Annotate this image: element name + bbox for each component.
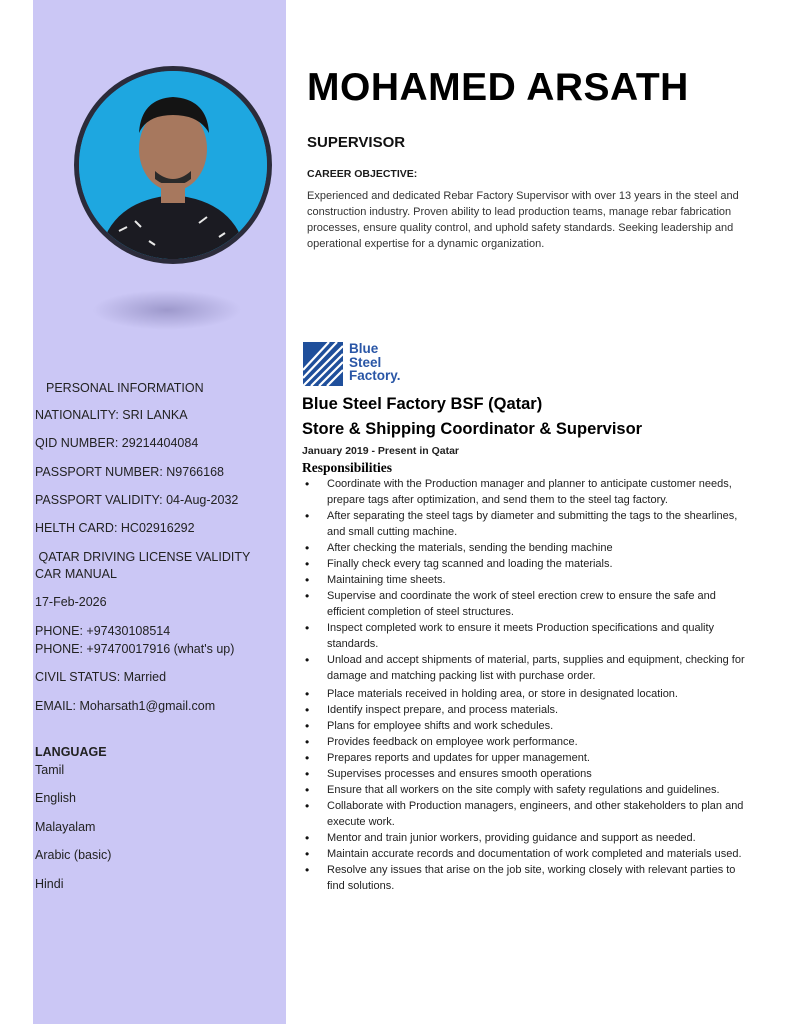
list-item: • Ensure that all workers on the site comply with safety regulations and guidelines. — [302, 782, 752, 798]
language-item: Arabic (basic) — [35, 848, 112, 862]
phone-2: PHONE: +97470017916 (what's up) — [35, 642, 235, 656]
list-item: • After checking the materials, sending the bending machine — [302, 540, 752, 556]
blue-steel-logo-icon — [303, 342, 343, 386]
list-item: • Maintaining time sheets. — [302, 572, 752, 588]
logo-text-line: Factory. — [349, 368, 401, 383]
list-item: • Unload and accept shipments of material, parts, supplies and equipment, checking for damage and matching packing list with purchase order. — [302, 652, 752, 684]
list-item: • Coordinate with the Production manager and planner to anticipate customer needs, prepare tags after optimization, and send them to the steel tag factory. — [302, 476, 752, 508]
role-title: Store & Shipping Coordinator & Supervisor — [302, 420, 643, 438]
phone-1: PHONE: +97430108514 — [35, 624, 171, 638]
company-logo — [303, 342, 423, 388]
career-objective-heading: CAREER OBJECTIVE: — [307, 168, 418, 180]
list-item: • Plans for employee shifts and work schedules. — [302, 718, 752, 734]
responsibilities-heading: Responsibilities — [302, 460, 393, 475]
logo-text-line: Steel — [349, 354, 382, 370]
list-item: • Place materials received in holding area, or store in designated location. — [302, 686, 752, 702]
list-item: • Supervises processes and ensures smooth operations — [302, 766, 752, 782]
employment-period: January 2019 - Present in Qatar — [302, 445, 459, 457]
qid-number: QID NUMBER: 29214404084 — [35, 436, 199, 450]
profile-photo — [74, 66, 272, 264]
list-item: • Supervise and coordinate the work of steel erection crew to ensure the safe and efficient completion of steel structures. — [302, 588, 752, 620]
logo-text-line: Blue — [349, 341, 379, 356]
license-validity-line1: QATAR DRIVING LICENSE VALIDITY — [35, 550, 251, 564]
nationality: NATIONALITY: SRI LANKA — [35, 408, 188, 422]
list-item: • Finally check every tag scanned and loading the materials. — [302, 556, 752, 572]
logo-text — [349, 342, 401, 383]
candidate-name: MOHAMED ARSATH — [307, 66, 689, 109]
civil-status: CIVIL STATUS: Married — [35, 670, 167, 684]
list-item: • Prepares reports and updates for upper management. — [302, 750, 752, 766]
language-item: Hindi — [35, 877, 64, 891]
list-item: • Provides feedback on employee work performance. — [302, 734, 752, 750]
passport-validity: PASSPORT VALIDITY: 04-Aug-2032 — [35, 493, 239, 507]
list-item: • Maintain accurate records and documentation of work completed and materials used. — [302, 846, 752, 862]
language-item: Tamil — [35, 763, 65, 777]
photo-shadow — [92, 290, 242, 330]
responsibilities-list — [302, 476, 752, 894]
company-name: Blue Steel Factory BSF (Qatar) — [302, 395, 543, 413]
health-card: HELTH CARD: HC02916292 — [35, 521, 195, 535]
license-validity-line2: CAR MANUAL — [35, 567, 117, 581]
language-heading: LANGUAGE — [35, 745, 107, 759]
license-date: 17-Feb-2026 — [35, 595, 107, 609]
job-title: SUPERVISOR — [307, 134, 406, 151]
personal-info-heading: PERSONAL INFORMATION — [46, 381, 204, 395]
list-item: • After separating the steel tags by diameter and submitting the tags to the shearlines, and small cutting machine. — [302, 508, 752, 540]
person-silhouette-icon — [79, 71, 267, 259]
list-item: • Inspect completed work to ensure it meets Production specifications and quality standards. — [302, 620, 752, 652]
list-item: • Mentor and train junior workers, providing guidance and support as needed. — [302, 830, 752, 846]
list-item: • Identify inspect prepare, and process materials. — [302, 702, 752, 718]
passport-number: PASSPORT NUMBER: N9766168 — [35, 465, 224, 479]
language-item: Malayalam — [35, 820, 96, 834]
list-item: • Collaborate with Production managers, engineers, and other stakeholders to plan and execute work. — [302, 798, 752, 830]
language-item: English — [35, 791, 76, 805]
list-item: • Resolve any issues that arise on the job site, working closely with relevant parties to find solutions. — [302, 862, 752, 894]
career-objective-text: Experienced and dedicated Rebar Factory Supervisor with over 13 years in the steel and construction industry. Proven ability to lead production teams, manage rebar fabrication processes, ensure quality control, and uphold safety standards. Seeking leadership and operational expertise for a dynamic organization. — [307, 190, 739, 250]
email: EMAIL: Moharsath1@gmail.com — [35, 699, 216, 713]
